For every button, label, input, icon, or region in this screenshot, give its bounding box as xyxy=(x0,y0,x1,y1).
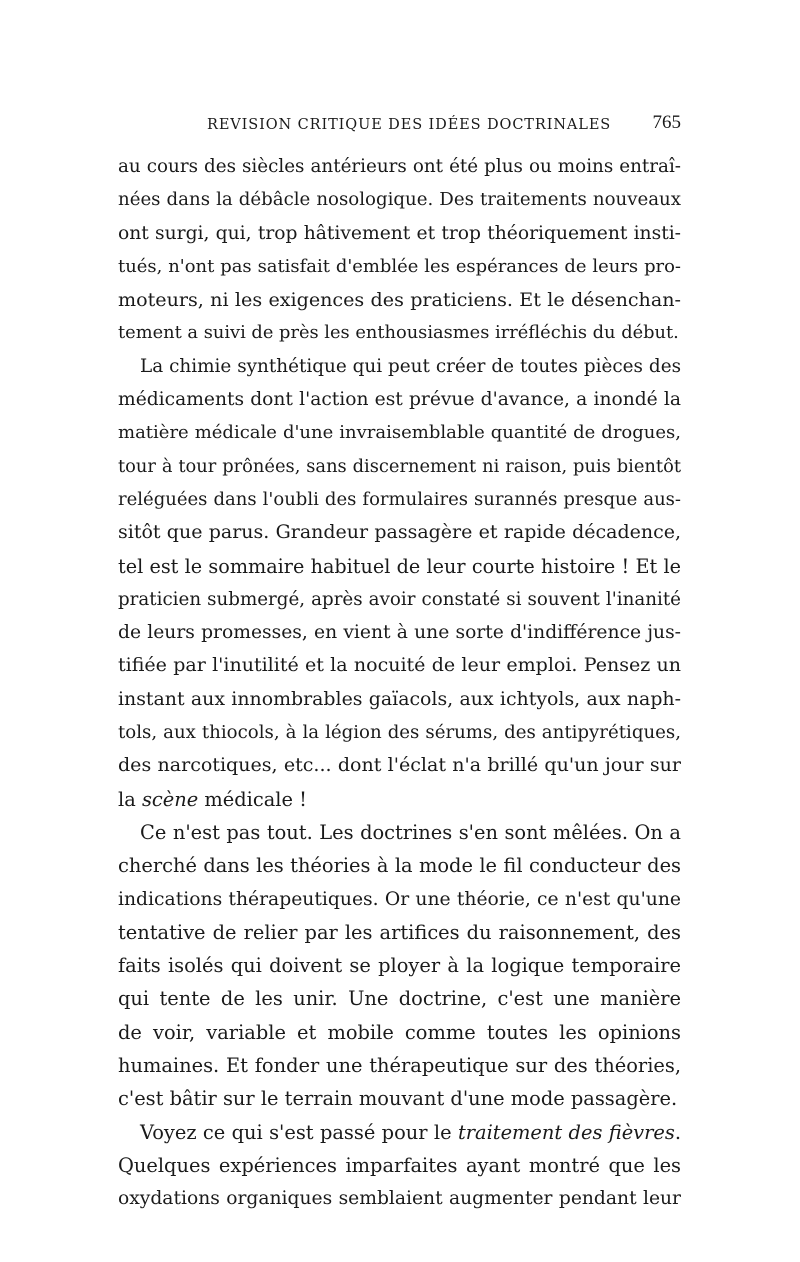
text-line: de leurs promesses, en vient à une sorte d'indifférence jus- xyxy=(118,622,681,644)
body-text xyxy=(118,150,681,1216)
text-line: tols, aux thiocols, à la légion des sérums, des antipyrétiques, xyxy=(118,722,681,744)
text-line: reléguées dans l'oubli des formulaires surannés presque aus- xyxy=(118,488,681,510)
text-line: c'est bâtir sur le terrain mouvant d'une mode passagère. xyxy=(118,1087,678,1111)
text-line: tement a suivi de près les enthousiasmes irréfléchis du début. xyxy=(118,322,679,344)
text-line: tués, n'ont pas satisfait d'emblée les espérances de leurs pro- xyxy=(118,255,681,277)
text-line: indications thérapeutiques. Or une théorie, ce n'est qu'une xyxy=(118,888,681,910)
italic-text: scène xyxy=(141,787,199,811)
text-line: oxydations organiques semblaient augmenter pendant leur xyxy=(118,1188,681,1210)
text-line: moteurs, ni les exigences des praticiens. Et le désenchan- xyxy=(118,288,681,312)
running-head xyxy=(118,112,681,141)
text-line: Ce n'est pas tout. Les doctrines s'en sont mêlées. On a xyxy=(140,820,681,844)
text-run: Voyez ce qui s'est passé pour le xyxy=(140,1120,458,1144)
text-line: de voir, variable et mobile comme toutes les opinions xyxy=(118,1020,681,1044)
text-run: médicale ! xyxy=(198,787,307,811)
text-line: tifiée par l'inutilité et la nocuité de leur emploi. Pensez un xyxy=(118,654,681,677)
text-line: tel est le sommaire habituel de leur courte histoire ! Et le xyxy=(118,554,681,578)
text-line: faits isolés qui doivent se ployer à la logique temporaire xyxy=(118,954,681,978)
text-line: nées dans la débâcle nosologique. Des traitements nouveaux xyxy=(118,189,681,211)
text-line: humaines. Et fonder une thérapeutique sur des théories, xyxy=(118,1054,681,1078)
text-line: qui tente de les unir. Une doctrine, c'est une manière xyxy=(118,987,681,1011)
italic-text: traitement des fièvres xyxy=(457,1120,675,1144)
text-line: médicaments dont l'action est prévue d'avance, a inondé la xyxy=(118,389,681,411)
text-line: ont surgi, qui, trop hâtivement et trop théoriquement insti- xyxy=(118,222,681,244)
text-run: la xyxy=(118,787,142,811)
text-line: sitôt que parus. Grandeur passagère et rapide décadence, xyxy=(118,521,681,544)
text-line: instant aux innombrables gaïacols, aux ichtyols, aux naph- xyxy=(118,687,681,710)
text-line xyxy=(118,783,681,816)
text-line: cherché dans les théories à la mode le fil conducteur des xyxy=(118,854,681,878)
text-line: matière médicale d'une invraisemblable quantité de drogues, xyxy=(118,422,681,444)
text-line: tour à tour prônées, sans discernement ni raison, puis bientôt xyxy=(118,455,681,477)
text-line: Quelques expériences imparfaites ayant montré que les xyxy=(118,1153,681,1177)
running-title: REVISION CRITIQUE DES IDÉES DOCTRINALES xyxy=(207,117,612,133)
text-line: au cours des siècles antérieurs ont été plus ou moins entraî- xyxy=(118,156,681,177)
page-number: 765 xyxy=(652,112,681,133)
text-run: . xyxy=(674,1120,681,1144)
text-line xyxy=(118,1116,681,1149)
text-line: des narcotiques, etc... dont l'éclat n'a brillé qu'un jour sur xyxy=(118,754,681,777)
text-line: praticien submergé, après avoir constaté si souvent l'inanité xyxy=(118,588,681,610)
text-line: La chimie synthétique qui peut créer de toutes pièces des xyxy=(140,355,681,377)
text-line: tentative de relier par les artifices du raisonnement, des xyxy=(118,920,681,944)
